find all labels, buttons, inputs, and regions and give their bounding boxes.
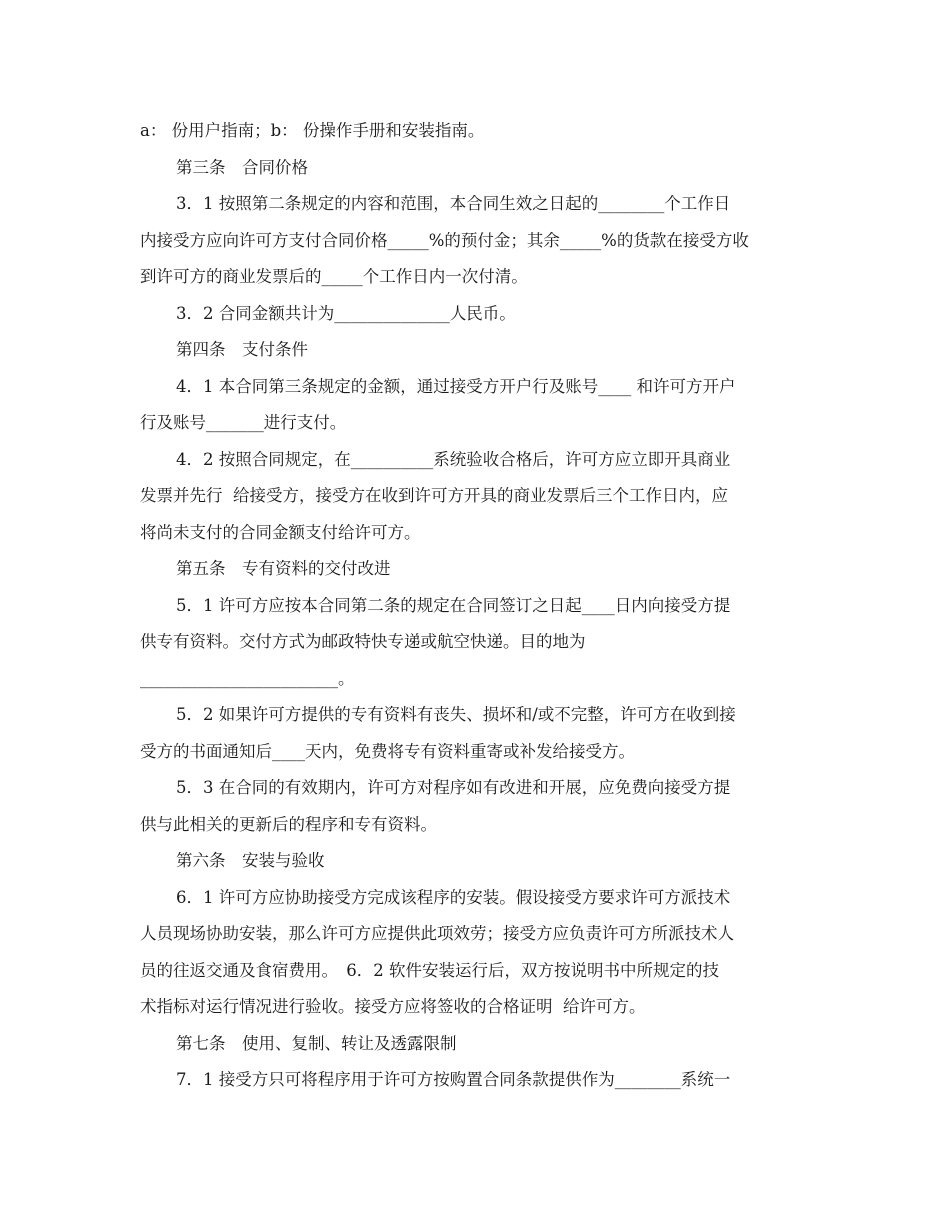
text-line: 员的往返交通及食宿费用。 6．2 软件安装运行后，双方按说明书中所规定的技 [140, 960, 719, 980]
text-line: 5．1 许可方应按本合同第二条的规定在合同签订之日起____日内向接受方提 [176, 595, 731, 615]
text-line: 内接受方应向许可方支付合同价格_____%的预付金；其余_____%的货款在接受方收 [140, 230, 749, 250]
text-line: 5．3 在合同的有效期内，许可方对程序如有改进和开展，应免费向接受方提 [176, 778, 731, 797]
section-heading-4: 第四条 支付条件 [176, 340, 308, 359]
text-line: a： 份用户指南；b： 份操作手册和安装指南。 [140, 121, 485, 140]
text-line: 6．1 许可方应协助接受方完成该程序的安装。假设接受方要求许可方派技术 [176, 887, 731, 907]
text-line: 3．2 合同金额共计为______________人民币。 [176, 303, 516, 323]
contract-text [140, 113, 820, 1099]
section-heading-7: 第七条 使用、复制、转让及透露限制 [176, 1033, 457, 1053]
text-line: 将尚未支付的合同金额支付给许可方。 [140, 522, 421, 542]
text-line: 4．1 本合同第三条规定的金额，通过接受方开户行及账号____ 和许可方开户 [176, 376, 736, 396]
text-line: 人员现场协助安装，那么许可方应提供此项效劳；接受方应负责许可方所派技术人 [140, 924, 734, 943]
section-heading-3: 第三条 合同价格 [176, 157, 308, 177]
text-line: 5．2 如果许可方提供的专有资料有丧失、损坏和/或不完整，许可方在收到接 [176, 705, 736, 724]
section-heading-5: 第五条 专有资料的交付改进 [176, 559, 391, 578]
text-line: 受方的书面通知后____天内，免费将专有资料重寄或补发给接受方。 [140, 741, 635, 761]
text-line: 4．2 按照合同规定，在__________系统验收合格后，许可方应立即开具商业 [176, 449, 731, 469]
text-line: 行及账号_______进行支付。 [140, 413, 347, 432]
text-line: ________________________。 [140, 668, 355, 688]
text-line: 术指标对运行情况进行验收。接受方应将签收的合格证明 给许可方。 [140, 997, 646, 1016]
text-line: 7．1 接受方只可将程序用于许可方按购置合同条款提供作为________系统一 [176, 1070, 731, 1089]
text-line: 到许可方的商业发票后的_____个工作日内一次付清。 [140, 267, 528, 286]
section-heading-6: 第六条 安装与验收 [176, 851, 325, 870]
text-line: 供专有资料。交付方式为邮政特快专递或航空快递。目的地为 [140, 632, 586, 651]
text-line: 3．1 按照第二条规定的内容和范围，本合同生效之日起的________个工作日 [176, 194, 731, 213]
text-line: 供与此相关的更新后的程序和专有资料。 [140, 814, 437, 834]
text-line: 发票并先行 给接受方，接受方在收到许可方开具的商业发票后三个工作日内，应 [140, 486, 728, 505]
